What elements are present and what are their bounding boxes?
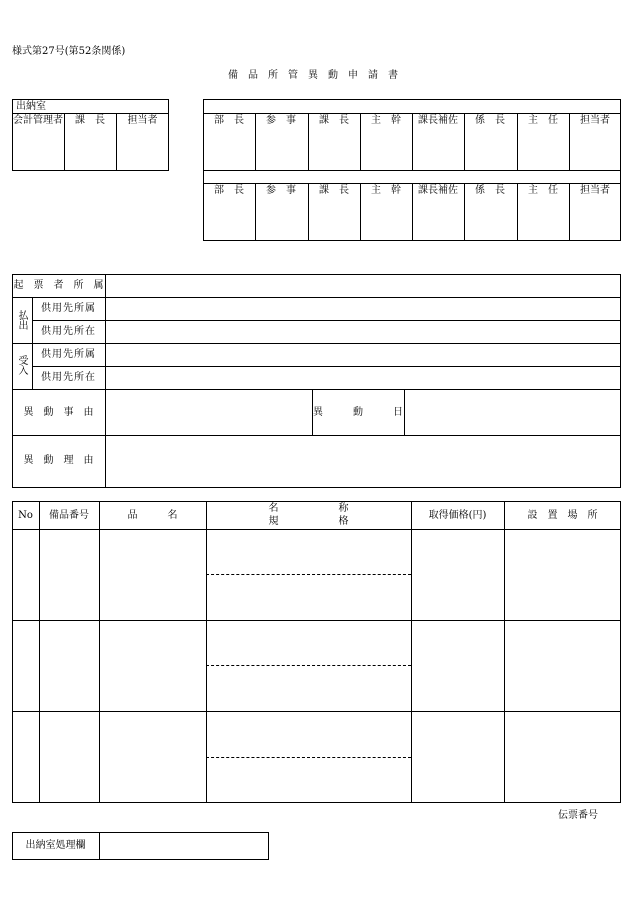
approval-row1-col-5: 係 長 (475, 115, 505, 126)
col-basho: 設 置 場 所 (527, 510, 598, 521)
approval-row1-col-1: 参 事 (266, 115, 296, 126)
approval-row2-col-6: 主 任 (528, 185, 558, 196)
haraidashi-shozoku-label: 供用先所属 (41, 303, 96, 314)
page-title: 備 品 所 管 異 動 申 請 書 (228, 70, 398, 81)
kihyo-label: 起 票 者 所 属 (13, 280, 104, 291)
approval-row2-col-3: 主 幹 (371, 185, 401, 196)
ukeire-shozoku-label: 供用先所属 (41, 349, 96, 360)
col-kikaku: 規 格 (268, 516, 349, 527)
ukeire-shozai-label: 供用先所在 (41, 372, 96, 383)
approval-row2-col-1: 参 事 (266, 185, 296, 196)
approval-row1-col-4: 課長補佐 (418, 115, 458, 126)
haraidashi-shozai-label: 供用先所在 (41, 326, 96, 337)
ukeire-label: 受入 (16, 355, 27, 375)
ido-jiyu-label: 異 動 事 由 (23, 407, 94, 418)
col-no: No (18, 510, 33, 521)
approval-row1-col-0: 部 長 (214, 115, 244, 126)
approval-row2-col-0: 部 長 (214, 185, 244, 196)
approval-row2-col-2: 課 長 (319, 185, 349, 196)
approval-row1-col-7: 担当者 (580, 115, 610, 126)
ido-riyu-label: 異 動 理 由 (23, 455, 94, 466)
col-bihin-bango: 備品番号 (49, 510, 89, 521)
haraidashi-label: 払出 (16, 310, 27, 330)
suitousitsu-header: 出納室 (16, 101, 46, 112)
approval-row2-col-4: 課長補佐 (418, 185, 458, 196)
approval-row2-col-5: 係 長 (475, 185, 505, 196)
approval-col-kaikei: 会計管理者 (13, 115, 63, 126)
approval-row1-col-6: 主 任 (528, 115, 558, 126)
approval-row1-col-2: 課 長 (319, 115, 349, 126)
col-hinmei: 品 名 (127, 510, 178, 521)
approval-col-kacho: 課 長 (75, 115, 105, 126)
col-kakaku: 取得価格(円) (428, 510, 487, 521)
form-number: 様式第27号(第52条関係) (12, 46, 126, 57)
shori-ran-label: 出納室処理欄 (25, 840, 86, 851)
approval-row2-col-7: 担当者 (580, 185, 610, 196)
ido-bi-label: 異 動 日 (313, 407, 403, 418)
col-meisho: 名 称 (268, 503, 349, 514)
approval-row1-col-3: 主 幹 (371, 115, 401, 126)
denpyo-bango-label: 伝票番号 (558, 810, 598, 821)
approval-col-tanto: 担当者 (127, 115, 158, 126)
